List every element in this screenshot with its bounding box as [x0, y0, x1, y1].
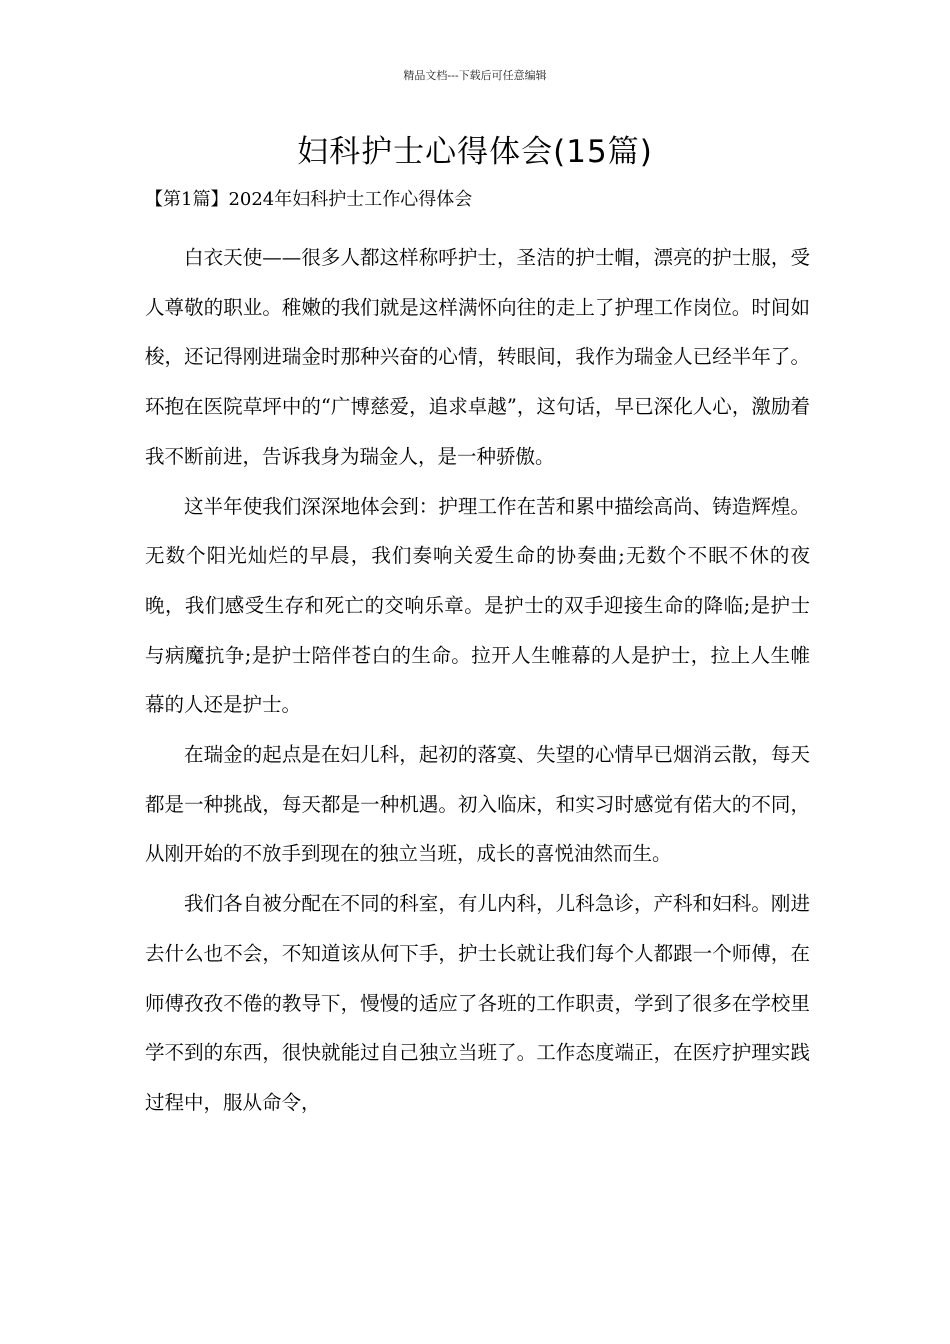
- paragraph-1: 白衣天使——很多人都这样称呼护士，圣洁的护士帽，漂亮的护士服，受人尊敬的职业。稚嫩的我们就是这样满怀向往的走上了护理工作岗位。时间如梭，还记得刚进瑞金时那种兴奋的心情，转眼间，我作为瑞金人已经半年了。环抱在医院草坪中的“广博慈爱，追求卓越”，这句话，早已深化人心，激励着我不断前进，告诉我身为瑞金人，是一种骄傲。: [145, 246, 810, 468]
- paragraph-3: 在瑞金的起点是在妇儿科，起初的落寞、失望的心情早已烟消云散，每天都是一种挑战，每天都是一种机遇。初入临床，和实习时感觉有偌大的不同，从刚开始的不放手到现在的独立当班，成长的喜悦油然而生。: [145, 743, 810, 866]
- document-body: [145, 233, 810, 1128]
- paragraph-4: 我们各自被分配在不同的科室，有儿内科，儿科急诊，产科和妇科。刚进去什么也不会，不知道该从何下手，护士长就让我们每个人都跟一个师傅，在师傅孜孜不倦的教导下，慢慢的适应了各班的工作职责，学到了很多在学校里学不到的东西，很快就能过自己独立当班了。工作态度端正，在医疗护理实践过程中，服从命令，: [145, 892, 810, 1114]
- header-note: 精品文档---下载后可任意编辑: [403, 69, 547, 82]
- document-title: 妇科护士心得体会(15篇): [297, 134, 653, 170]
- paragraph-2: 这半年使我们深深地体会到：护理工作在苦和累中描绘高尚、铸造辉煌。无数个阳光灿烂的早晨，我们奏响关爱生命的协奏曲;无数个不眠不休的夜晚，我们感受生存和死亡的交响乐章。是护士的双手迎接生命的降临;是护士与病魔抗争;是护士陪伴苍白的生命。拉开人生帷幕的人是护士，拉上人生帷幕的人还是护士。: [145, 494, 810, 717]
- section-heading: 【第1篇】2024年妇科护士工作心得体会: [145, 189, 473, 210]
